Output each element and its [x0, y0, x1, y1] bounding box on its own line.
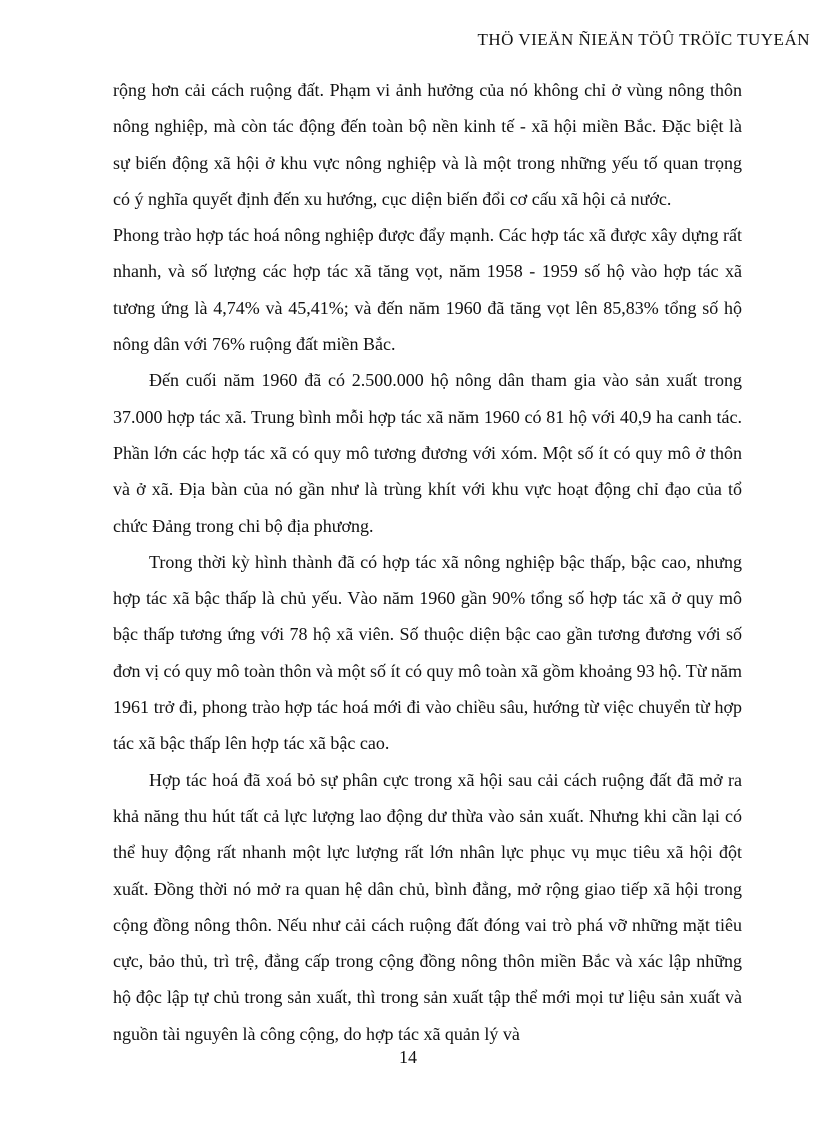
paragraph-cooperative-movement: Phong trào hợp tác hoá nông nghiệp được đẩy mạnh. Các hợp tác xã được xây dựng rất nhanh, và số lượng các hợp tác xã tăng vọt, năm 1958 - 1959 số hộ vào hợp tác xã tương ứng là 4,74% và 45,41%; và đến năm 1960 đã tăng vọt lên 85,83% tổng số hộ nông dân với 76% ruộng đất miền Bắc.: [113, 225, 742, 355]
body-text: [113, 72, 742, 1052]
paragraph-continuation: rộng hơn cải cách ruộng đất. Phạm vi ảnh hưởng của nó không chỉ ở vùng nông thôn nông nghiệp, mà còn tác động đến toàn bộ nền kinh tế - xã hội miền Bắc. Đặc biệt là sự biến động xã hội ở khu vực nông nghiệp và là một trong những yếu tố quan trọng có ý nghĩa quyết định đến xu hướng, cục diện biến đổi cơ cấu xã hội cả nước.: [113, 80, 742, 209]
paragraph-cooperativization-effects: Hợp tác hoá đã xoá bỏ sự phân cực trong xã hội sau cải cách ruộng đất đã mở ra khả năng thu hút tất cả lực lượng lao động dư thừa vào sản xuất. Nhưng khi cần lại có thể huy động rất nhanh một lực lượng rất lớn nhân lực phục vụ mục tiêu xã hội đột xuất. Đồng thời nó mở ra quan hệ dân chủ, bình đẳng, mở rộng giao tiếp xã hội trong cộng đồng nông thôn. Nếu như cải cách ruộng đất đóng vai trò phá vỡ những mặt tiêu cực, bảo thủ, trì trệ, đẳng cấp trong cộng đồng nông thôn miền Bắc và xác lập những hộ độc lập tự chủ trong sản xuất, thì trong sản xuất tập thể mới mọi tư liệu sản xuất và nguồn tài nguyên là công cộng, do hợp tác xã quản lý và: [113, 769, 742, 1044]
running-header: THÖ VIEÄN ÑIEÄN TÖÛ TRÖÏC TUYEÁN: [477, 30, 810, 49]
paragraph-formation-period: Trong thời kỳ hình thành đã có hợp tác xã nông nghiệp bậc thấp, bậc cao, nhưng hợp tác xã bậc thấp là chủ yếu. Vào năm 1960 gần 90% tổng số hợp tác xã ở quy mô bậc thấp tương ứng với 78 hộ xã viên. Số thuộc diện bậc cao gần tương đương với số đơn vị có quy mô toàn thôn và một số ít có quy mô toàn xã gồm khoảng 93 hộ. Từ năm 1961 trở đi, phong trào hợp tác hoá mới đi vào chiều sâu, hướng từ việc chuyển từ hợp tác xã bậc thấp lên hợp tác xã bậc cao.: [113, 551, 742, 754]
page-number: 14: [399, 1047, 417, 1067]
paragraph-end-of-1960: Đến cuối năm 1960 đã có 2.500.000 hộ nông dân tham gia vào sản xuất trong 37.000 hợp tác xã. Trung bình mỗi hợp tác xã năm 1960 có 81 hộ với 40,9 ha canh tác. Phần lớn các hợp tác xã có quy mô tương đương với xóm. Một số ít có quy mô ở thôn và ở xã. Địa bàn của nó gần như là trùng khít với khu vực hoạt động chỉ đạo của tổ chức Đảng trong chi bộ địa phương.: [113, 370, 742, 536]
